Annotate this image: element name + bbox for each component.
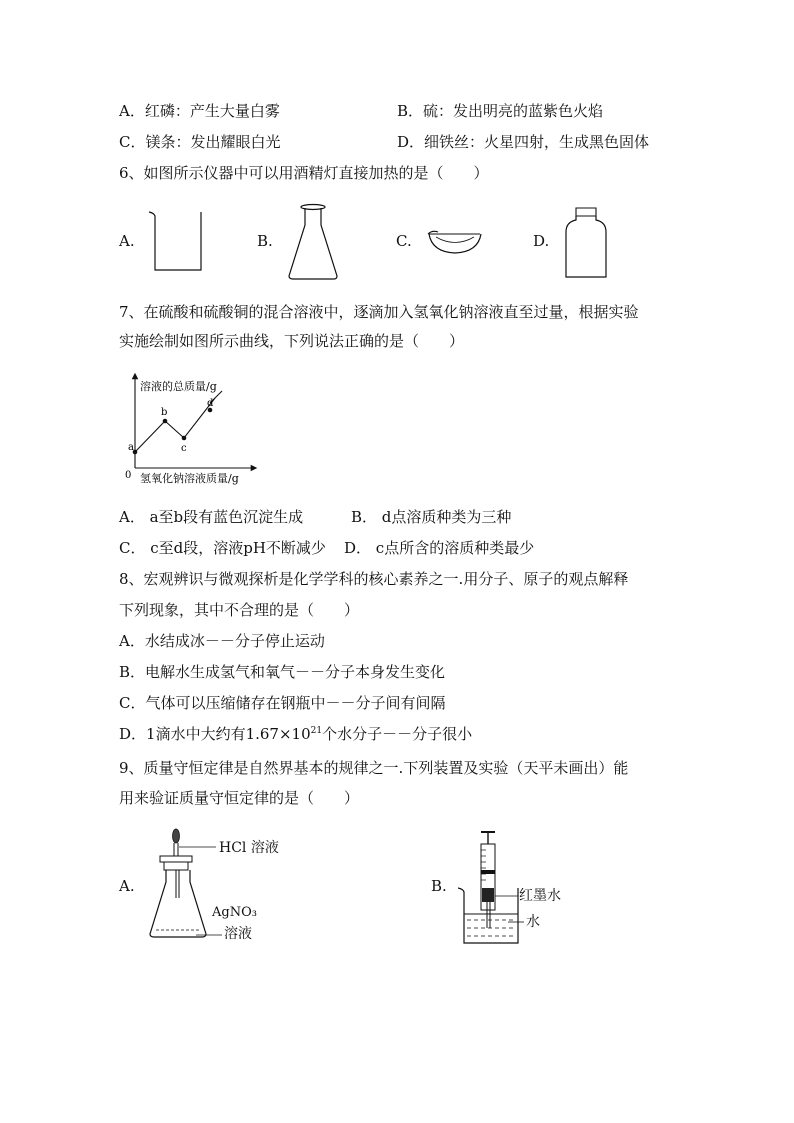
q7-label-a: a <box>128 442 134 453</box>
q7-curve <box>135 398 215 452</box>
q7-option-d: D． c点所含的溶质种类最少 <box>344 539 535 557</box>
q8-option-b: B．电解水生成氢气和氧气－－分子本身发生变化 <box>119 663 446 681</box>
gas-bottle-icon <box>562 206 610 280</box>
q7-xlabel: 氢氧化钠溶液质量/g <box>140 472 239 485</box>
red-ink-column <box>482 888 494 902</box>
q5-option-b: B．硫：发出明亮的蓝紫色火焰 <box>397 102 604 120</box>
q7-stem-line1: 7、在硫酸和硫酸铜的混合溶液中，逐滴加入氢氧化钠溶液直至过量，根据实验 <box>119 303 639 321</box>
q7-origin: 0 <box>125 470 132 481</box>
q8-option-d-pre: D．1滴水中大约有1.67×10 <box>119 725 311 743</box>
q9-stem-line1: 9、质量守恒定律是自然界基本的规律之一.下列装置及实验（天平未画出）能 <box>119 759 629 777</box>
q8-option-d <box>119 724 472 744</box>
q9-b-red-ink-label: 红墨水 <box>519 888 561 904</box>
q9-label-b: B. <box>431 877 447 895</box>
q9-label-a: A. <box>119 877 135 895</box>
q8-stem-line2: 下列现象，其中不合理的是（ ） <box>119 601 360 619</box>
q9-a-agno3-label: AgNO₃ <box>212 905 257 920</box>
beaker-icon <box>146 210 206 274</box>
q7-label-b: b <box>161 407 168 418</box>
q6-label-b: B. <box>257 232 273 250</box>
q5-option-a: A．红磷：产生大量白雾 <box>119 102 280 120</box>
q9-b-water-label: 水 <box>526 914 540 930</box>
evaporating-dish-icon <box>424 226 486 258</box>
q7-graph <box>118 370 268 490</box>
q9-a-solution-label: 溶液 <box>224 926 252 942</box>
q7-option-b: B． d点溶质种类为三种 <box>351 508 512 526</box>
q8-stem-line1: 8、宏观辨识与微观探析是化学学科的核心素养之一.用分子、原子的观点解释 <box>119 570 629 588</box>
q9-stem-line2: 用来验证质量守恒定律的是（ ） <box>119 789 360 807</box>
q7-stem-line2: 实施绘制如图所示曲线，下列说法正确的是（ ） <box>119 332 465 350</box>
q8-option-d-exponent: 21 <box>310 726 323 736</box>
q6-stem: 6、如图所示仪器中可以用酒精灯直接加热的是（ ） <box>119 164 489 182</box>
q7-option-a: A． a至b段有蓝色沉淀生成 <box>119 508 304 526</box>
q5-option-d: D．细铁丝：火星四射，生成黑色固体 <box>397 133 650 151</box>
conical-flask-icon <box>286 203 342 281</box>
q6-label-a: A. <box>119 232 135 250</box>
q8-option-d-post: 个水分子－－分子很小 <box>322 725 473 743</box>
q6-label-c: C. <box>396 232 412 250</box>
q7-ylabel: 溶液的总质量/g <box>140 380 217 393</box>
q8-option-c: C．气体可以压缩储存在钢瓶中－－分子间有间隔 <box>119 694 446 712</box>
stopper-icon <box>164 862 188 870</box>
q7-point-b <box>163 419 168 424</box>
dropper-bulb-icon <box>173 829 180 843</box>
q6-label-d: D. <box>533 232 550 250</box>
q5-option-c: C．镁条：发出耀眼白光 <box>119 133 281 151</box>
q7-label-d: d <box>207 398 214 409</box>
q7-label-c: c <box>181 443 187 454</box>
conical-flask-icon <box>150 870 206 937</box>
q7-option-c: C． c至d段，溶液pH不断减少 <box>119 539 326 557</box>
q7-point-c <box>182 436 187 441</box>
q9-a-hcl-label: HCl 溶液 <box>219 840 279 856</box>
q8-option-a: A．水结成冰－－分子停止运动 <box>119 632 325 650</box>
